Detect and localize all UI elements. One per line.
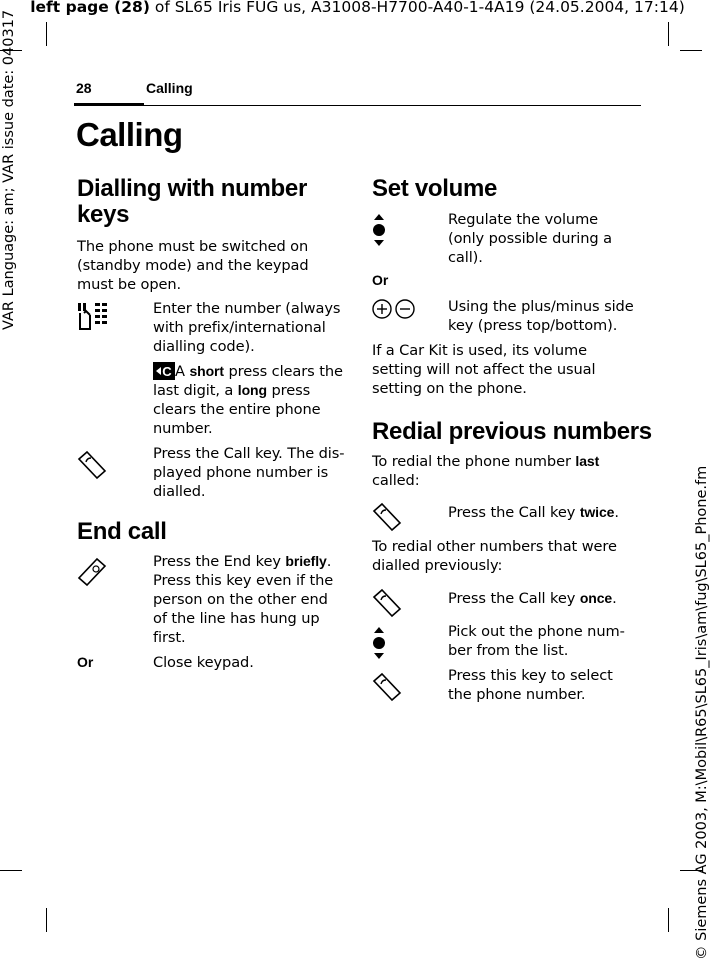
page-number: 28: [76, 80, 92, 96]
volume-nav-text: Regulate the volume (only possible during a call).: [448, 211, 612, 266]
navigation-key-icon: [372, 626, 386, 660]
heading-dialling: Dialling with number keys: [77, 175, 308, 228]
crop-mark: [668, 908, 669, 932]
redial-other: To redial other numbers that were dialled previously:: [372, 538, 617, 574]
call-key-icon: [372, 672, 402, 702]
heading-redial: Redial previous numbers: [372, 418, 652, 445]
clear-text: [153, 362, 343, 438]
crop-mark: [668, 22, 669, 46]
twice-text: [448, 503, 619, 522]
redial-intro-bold: last: [575, 453, 600, 469]
running-section: Calling: [146, 80, 193, 96]
crop-mark: [46, 22, 47, 46]
heading-endcall: End call: [77, 518, 167, 545]
or-label-left: Or: [77, 654, 94, 670]
side-label-right: © Siemens AG 2003, M:\Mobil\R65\SL65_Iris\am\fug\SL65_Phone.fm: [694, 465, 710, 960]
keys-text: Enter the number (always with prefix/international dialling code).: [153, 300, 341, 355]
call-key-icon: [77, 450, 107, 480]
close-keypad-text: Close keypad.: [153, 654, 254, 671]
end-text: [153, 552, 343, 647]
end-post: . Press this key even if the person on the other end of the line has hung up first.: [153, 553, 334, 646]
crop-mark: [46, 908, 47, 932]
redial-intro: [372, 452, 627, 490]
print-header-page: left page (28): [30, 0, 150, 16]
once-post: .: [612, 590, 617, 607]
once-pre: Press the Call key: [448, 590, 580, 607]
carkit-text: If a Car Kit is used, its volume setting will not affect the usual setting on the phone.: [372, 342, 596, 397]
or-label-right: Or: [372, 272, 389, 288]
side-label-right-wrap: [694, 465, 715, 960]
side-label-left-wrap: [0, 9, 22, 330]
redial-intro-pre: To redial the phone number: [372, 453, 576, 470]
call-key-icon: [372, 502, 402, 532]
print-header: [0, 0, 715, 16]
heading-volume: Set volume: [372, 175, 498, 202]
once-text: [448, 589, 617, 608]
navigation-key-icon: [372, 213, 386, 247]
select-text: Press this key to select the phone number.: [448, 667, 613, 703]
clear-short: short: [189, 363, 224, 379]
end-bold: briefly: [285, 553, 327, 569]
once-bold: once: [579, 590, 613, 606]
crop-mark: [0, 870, 22, 871]
clear-long: long: [237, 382, 267, 398]
number-keys-icon: [77, 301, 109, 333]
page-title: Calling: [76, 116, 183, 153]
side-key-text: Using the plus/minus side key (press top/bottom).: [448, 298, 634, 334]
end-pre: Press the End key: [153, 553, 286, 570]
clear-mid: press clears the last digit, a: [153, 363, 343, 399]
dialling-intro: The phone must be switched on (standby mode) and the keypad must be open.: [77, 238, 309, 293]
print-header-info: of SL65 Iris FUG us, A31008-H7700-A40-1-4A19 (24.05.2004, 17:14): [149, 0, 685, 16]
header-rule-thick: [74, 103, 144, 106]
header-rule: [144, 105, 641, 106]
call-text: Press the Call key. The dis-played phone number is dialled.: [153, 445, 345, 500]
redial-intro-post: called:: [372, 472, 420, 489]
clear-end: press clears the entire phone number.: [153, 382, 321, 437]
plus-minus-side-key-icon: [371, 298, 417, 320]
crop-mark: [680, 50, 702, 51]
side-label-left: VAR Language: am; VAR issue date: 040317: [1, 9, 17, 330]
twice-bold: twice: [579, 504, 615, 520]
clear-a: A: [175, 363, 190, 380]
call-key-icon: [372, 588, 402, 618]
end-key-icon: [77, 557, 107, 587]
pick-text: Pick out the phone num-ber from the list.: [448, 623, 625, 659]
svg-text:C: C: [162, 364, 172, 379]
twice-post: .: [614, 504, 619, 521]
twice-pre: Press the Call key: [448, 504, 580, 521]
